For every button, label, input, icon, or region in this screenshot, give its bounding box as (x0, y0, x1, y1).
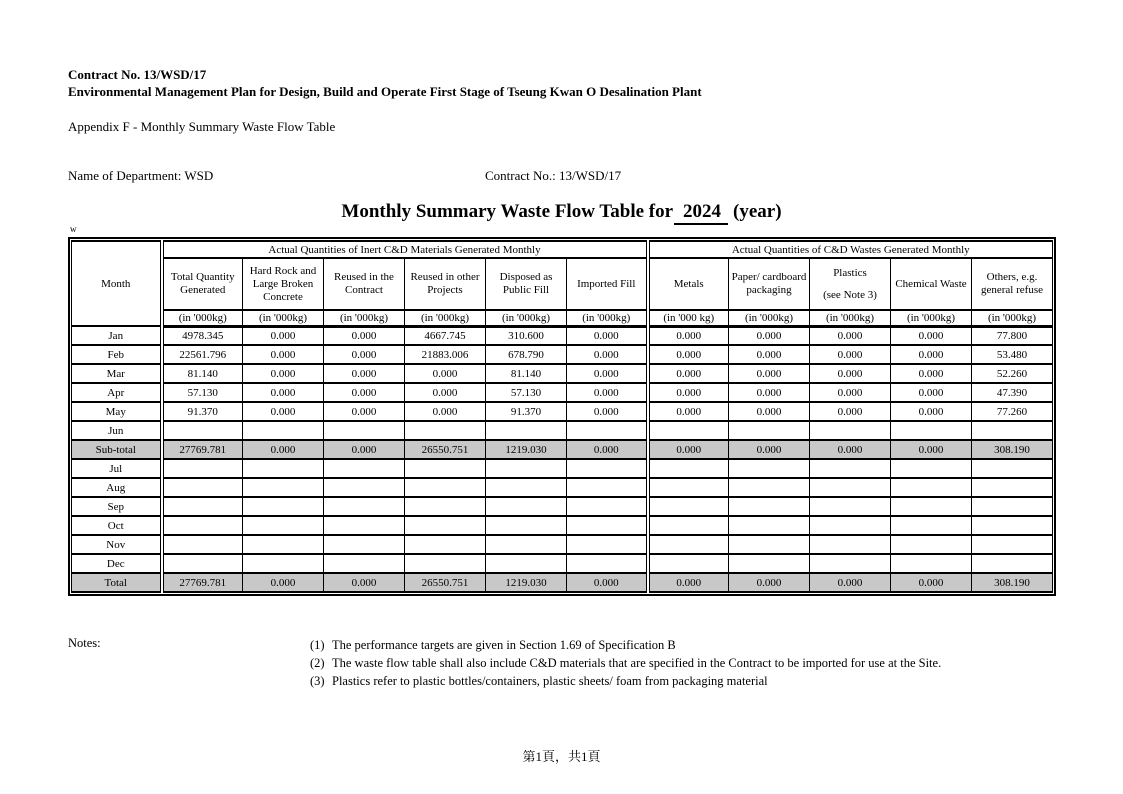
month-cell: Jul (72, 459, 162, 478)
column-header-label: Reused in the Contract (334, 271, 394, 296)
value-cell (972, 459, 1053, 478)
month-cell: Dec (72, 554, 162, 573)
value-cell: 0.000 (567, 440, 648, 459)
value-cell (405, 421, 486, 440)
month-cell: Apr (72, 383, 162, 402)
waste-flow-table-wrapper (68, 237, 1056, 596)
note-item (310, 654, 942, 672)
value-cell (729, 554, 810, 573)
value-cell: 0.000 (729, 573, 810, 592)
column-header-sublabel: (see Note 3) (823, 288, 877, 301)
value-cell (972, 516, 1053, 535)
column-header (648, 258, 729, 310)
summary-row (72, 440, 1053, 459)
value-cell (648, 421, 729, 440)
page-title (0, 201, 1123, 223)
value-cell (162, 459, 243, 478)
value-cell: 308.190 (972, 440, 1053, 459)
value-cell (810, 535, 891, 554)
value-cell (486, 516, 567, 535)
column-header (405, 258, 486, 310)
value-cell (810, 554, 891, 573)
value-cell (810, 497, 891, 516)
value-cell (729, 535, 810, 554)
value-cell: 57.130 (486, 383, 567, 402)
value-cell (243, 421, 324, 440)
value-cell: 77.800 (972, 326, 1053, 345)
month-cell: Mar (72, 364, 162, 383)
column-header-label: Others, e.g. general refuse (981, 271, 1043, 296)
value-cell: 0.000 (648, 440, 729, 459)
month-row (72, 326, 1053, 345)
value-cell (324, 554, 405, 573)
value-cell: 77.260 (972, 402, 1053, 421)
unit-cell: (in '000kg) (567, 310, 648, 326)
value-cell (486, 459, 567, 478)
unit-cell: (in '000kg) (324, 310, 405, 326)
value-cell (324, 535, 405, 554)
summary-row (72, 573, 1053, 592)
waste-flow-table (71, 240, 1053, 593)
notes-label: Notes: (68, 636, 101, 650)
column-header (972, 258, 1053, 310)
month-row (72, 364, 1053, 383)
value-cell: 0.000 (810, 573, 891, 592)
value-cell (567, 421, 648, 440)
column-header (891, 258, 972, 310)
month-row (72, 535, 1053, 554)
value-cell (162, 554, 243, 573)
value-cell (486, 497, 567, 516)
plan-title-line: Environmental Management Plan for Design, Build and Operate First Stage of Tseung Kwan O Desalination Plant (68, 84, 702, 99)
value-cell (486, 554, 567, 573)
value-cell (567, 516, 648, 535)
value-cell (486, 478, 567, 497)
value-cell: 52.260 (972, 364, 1053, 383)
value-cell: 0.000 (891, 326, 972, 345)
unit-cell: (in '000kg) (729, 310, 810, 326)
value-cell (243, 516, 324, 535)
value-cell: 0.000 (891, 440, 972, 459)
value-cell (324, 478, 405, 497)
value-cell: 47.390 (972, 383, 1053, 402)
month-cell: Aug (72, 478, 162, 497)
value-cell (972, 478, 1053, 497)
month-row (72, 459, 1053, 478)
value-cell (891, 535, 972, 554)
value-cell: 22561.796 (162, 345, 243, 364)
value-cell (567, 535, 648, 554)
value-cell (891, 554, 972, 573)
value-cell (324, 497, 405, 516)
note-text: Plastics refer to plastic bottles/containers, plastic sheets/ foam from packaging material (332, 674, 768, 688)
contract-number-line: Contract No. 13/WSD/17 (68, 67, 207, 82)
column-header (162, 258, 243, 310)
value-cell (405, 478, 486, 497)
value-cell: 0.000 (729, 440, 810, 459)
value-cell (648, 459, 729, 478)
value-cell: 27769.781 (162, 573, 243, 592)
value-cell (972, 554, 1053, 573)
unit-cell: (in '000kg) (243, 310, 324, 326)
department-name: Name of Department: WSD (68, 168, 214, 183)
value-cell (972, 497, 1053, 516)
column-header (729, 258, 810, 310)
month-cell: May (72, 402, 162, 421)
value-cell (567, 497, 648, 516)
value-cell: 0.000 (405, 364, 486, 383)
stray-mark: w (70, 224, 77, 234)
value-cell: 0.000 (243, 326, 324, 345)
month-row (72, 402, 1053, 421)
month-cell: Nov (72, 535, 162, 554)
value-cell: 0.000 (243, 402, 324, 421)
value-cell (810, 478, 891, 497)
value-cell: 53.480 (972, 345, 1053, 364)
document-header (68, 66, 702, 135)
value-cell: 0.000 (891, 402, 972, 421)
note-number: (1) (310, 638, 325, 652)
value-cell: 0.000 (324, 383, 405, 402)
value-cell (648, 554, 729, 573)
value-cell: 0.000 (405, 383, 486, 402)
value-cell (972, 535, 1053, 554)
value-cell (729, 478, 810, 497)
value-cell (891, 478, 972, 497)
month-cell: Feb (72, 345, 162, 364)
value-cell (486, 421, 567, 440)
value-cell: 0.000 (648, 573, 729, 592)
value-cell: 0.000 (567, 402, 648, 421)
value-cell (567, 478, 648, 497)
column-header (810, 258, 891, 310)
page-number-footer: 第1頁，共1頁 (522, 749, 601, 764)
value-cell: 0.000 (729, 402, 810, 421)
value-cell: 0.000 (648, 364, 729, 383)
page-title-prefix: Monthly Summary Waste Flow Table for (341, 201, 674, 222)
value-cell: 0.000 (567, 326, 648, 345)
value-cell (891, 497, 972, 516)
note-item (310, 672, 930, 690)
value-cell: 0.000 (324, 573, 405, 592)
month-cell: Jan (72, 326, 162, 345)
value-cell: 0.000 (891, 345, 972, 364)
value-cell: 91.370 (486, 402, 567, 421)
value-cell (648, 478, 729, 497)
value-cell: 26550.751 (405, 440, 486, 459)
month-row (72, 497, 1053, 516)
value-cell: 0.000 (729, 345, 810, 364)
column-header-label: Disposed as Public Fill (499, 271, 553, 296)
unit-cell: (in '000kg) (972, 310, 1053, 326)
column-header-label: Total Quantity Generated (170, 271, 235, 296)
note-number: (3) (310, 674, 325, 688)
value-cell: 0.000 (243, 364, 324, 383)
value-cell: 0.000 (891, 364, 972, 383)
unit-cell: (in '000kg) (405, 310, 486, 326)
value-cell: 26550.751 (405, 573, 486, 592)
value-cell (729, 421, 810, 440)
month-cell: Oct (72, 516, 162, 535)
value-cell (162, 478, 243, 497)
value-cell (486, 535, 567, 554)
value-cell: 0.000 (729, 364, 810, 383)
value-cell: 0.000 (324, 326, 405, 345)
value-cell (891, 516, 972, 535)
value-cell: 0.000 (891, 383, 972, 402)
month-column-header: Month (72, 241, 162, 326)
value-cell: 0.000 (567, 345, 648, 364)
value-cell: 0.000 (810, 383, 891, 402)
value-cell: 0.000 (324, 345, 405, 364)
value-cell (162, 516, 243, 535)
value-cell (243, 535, 324, 554)
column-header-label: Hard Rock and Large Broken Concrete (249, 264, 317, 303)
value-cell: 0.000 (324, 402, 405, 421)
value-cell: 0.000 (648, 326, 729, 345)
month-row (72, 421, 1053, 440)
contract-reference: Contract No.: 13/WSD/17 (485, 168, 622, 183)
value-cell: 0.000 (648, 383, 729, 402)
value-cell (729, 497, 810, 516)
value-cell: 0.000 (243, 573, 324, 592)
column-header-label: Reused in other Projects (410, 271, 480, 296)
value-cell: 0.000 (648, 402, 729, 421)
month-row (72, 478, 1053, 497)
value-cell: 1219.030 (486, 440, 567, 459)
value-cell (810, 459, 891, 478)
column-header (567, 258, 648, 310)
column-header-label: Paper/ cardboard packaging (731, 271, 807, 296)
month-cell: Jun (72, 421, 162, 440)
note-text: The performance targets are given in Section 1.69 of Specification B (332, 638, 676, 652)
value-cell: 0.000 (891, 573, 972, 592)
value-cell: 0.000 (324, 440, 405, 459)
value-cell (810, 516, 891, 535)
value-cell (162, 497, 243, 516)
page-title-suffix: (year) (733, 201, 782, 222)
month-cell: Sep (72, 497, 162, 516)
notes-items (310, 636, 942, 690)
appendix-line: Appendix F - Monthly Summary Waste Flow Table (68, 119, 336, 134)
note-item (310, 636, 930, 654)
column-header-label: Plastics (833, 266, 867, 279)
value-cell: 0.000 (729, 383, 810, 402)
value-cell: 0.000 (567, 383, 648, 402)
value-cell (243, 459, 324, 478)
month-cell: Total (72, 573, 162, 592)
value-cell (648, 497, 729, 516)
column-header-label: Chemical Waste (895, 277, 967, 290)
value-cell: 0.000 (243, 345, 324, 364)
month-row (72, 554, 1053, 573)
value-cell (162, 535, 243, 554)
value-cell (243, 478, 324, 497)
value-cell (243, 497, 324, 516)
value-cell: 4667.745 (405, 326, 486, 345)
value-cell (324, 459, 405, 478)
value-cell: 0.000 (810, 402, 891, 421)
month-row (72, 516, 1053, 535)
value-cell: 0.000 (243, 440, 324, 459)
group-header-row (72, 241, 1053, 258)
value-cell: 308.190 (972, 573, 1053, 592)
month-cell: Sub-total (72, 440, 162, 459)
column-header (324, 258, 405, 310)
value-cell (729, 459, 810, 478)
value-cell (567, 554, 648, 573)
note-text: The waste flow table shall also include C&D materials that are specified in the Contract to be imported for use at the Site. (332, 656, 942, 670)
value-cell (729, 516, 810, 535)
value-cell: 57.130 (162, 383, 243, 402)
value-cell: 310.600 (486, 326, 567, 345)
value-cell: 0.000 (810, 440, 891, 459)
column-header (243, 258, 324, 310)
unit-cell: (in '000kg) (810, 310, 891, 326)
value-cell: 21883.006 (405, 345, 486, 364)
column-header (486, 258, 567, 310)
value-cell (405, 497, 486, 516)
value-cell: 0.000 (810, 326, 891, 345)
value-cell: 0.000 (810, 345, 891, 364)
month-row (72, 383, 1053, 402)
value-cell: 81.140 (162, 364, 243, 383)
column-header-label: Imported Fill (577, 277, 636, 290)
value-cell (405, 516, 486, 535)
value-cell: 27769.781 (162, 440, 243, 459)
value-cell (810, 421, 891, 440)
value-cell (891, 421, 972, 440)
value-cell (162, 421, 243, 440)
value-cell: 4978.345 (162, 326, 243, 345)
value-cell: 678.790 (486, 345, 567, 364)
value-cell: 81.140 (486, 364, 567, 383)
value-cell (648, 516, 729, 535)
unit-row (72, 310, 1053, 326)
column-header-row (72, 258, 1053, 310)
unit-cell: (in '000kg) (486, 310, 567, 326)
value-cell: 0.000 (648, 345, 729, 364)
value-cell: 0.000 (324, 364, 405, 383)
value-cell: 0.000 (405, 402, 486, 421)
value-cell (324, 516, 405, 535)
value-cell: 0.000 (567, 364, 648, 383)
value-cell (405, 535, 486, 554)
value-cell (243, 554, 324, 573)
unit-cell: (in '000kg) (162, 310, 243, 326)
value-cell (567, 459, 648, 478)
value-cell (405, 459, 486, 478)
value-cell (405, 554, 486, 573)
value-cell (648, 535, 729, 554)
value-cell (891, 459, 972, 478)
column-header-label: Metals (673, 277, 704, 290)
unit-cell: (in '000 kg) (648, 310, 729, 326)
month-row (72, 345, 1053, 364)
value-cell: 1219.030 (486, 573, 567, 592)
year-value: 2024 (674, 201, 728, 225)
value-cell: 91.370 (162, 402, 243, 421)
wastes-group-header: Actual Quantities of C&D Wastes Generated Monthly (648, 241, 1053, 258)
value-cell (324, 421, 405, 440)
value-cell (972, 421, 1053, 440)
value-cell: 0.000 (243, 383, 324, 402)
note-number: (2) (310, 656, 325, 670)
value-cell: 0.000 (567, 573, 648, 592)
inert-group-header: Actual Quantities of Inert C&D Materials Generated Monthly (162, 241, 648, 258)
value-cell: 0.000 (729, 326, 810, 345)
unit-cell: (in '000kg) (891, 310, 972, 326)
value-cell: 0.000 (810, 364, 891, 383)
